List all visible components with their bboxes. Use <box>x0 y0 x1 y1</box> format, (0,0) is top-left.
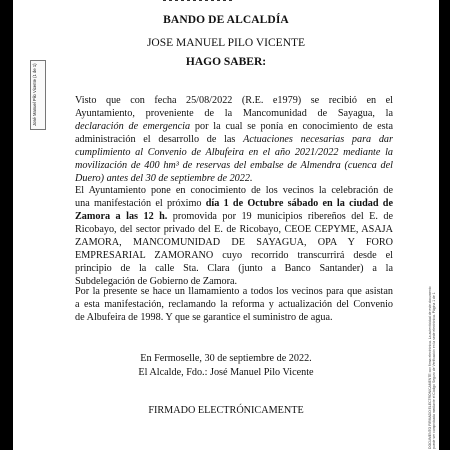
paragraph-line: una manifestación el próximo día 1 de Octubre sábado en la ciudad de <box>75 198 393 209</box>
paragraph-line: Visto que con fecha 25/08/2022 (R.E. e1979) se recibió en el <box>75 95 393 106</box>
paragraph-line: cumplimiento al Convenio de Albufeira en el año 2021/2022 mediante la <box>75 147 393 158</box>
paragraph-line: a esta manifestación, reclamando la reforma y actualización del Convenio <box>75 299 393 310</box>
paragraph-line: Ricobayo, del sector privado del E. de Ricobayo, CEOE CEPYME, ASAJA <box>75 224 393 235</box>
paragraph-line: movilización de 400 hm³ de reservas del embalse de Almendra (cuenca del <box>75 160 393 171</box>
top-cut-text <box>163 0 303 3</box>
paragraph-demonstration <box>75 184 393 288</box>
signature-stamp-text: José Manuel Pilo Vicente (1 de 1) <box>32 63 37 126</box>
document-page <box>13 0 439 450</box>
paragraph-line: Por la presente se hace un llamamiento a todos los vecinos para que asistan <box>75 286 393 297</box>
verification-margin-text: DOCUMENTO FIRMADO ELECTRÓNICAMENTE con firma electrónica. La autenticidad de este documento puede ser comprobada mediante el Código Seguro de Verificación en la sede electrónica. Página 1 de 1 <box>428 286 436 449</box>
paragraph-line: Duero) antes del 30 de septiembre de 2022. <box>75 173 253 184</box>
paragraph-line: principio de la calle Sta. Clara (junto a Banco Santander) a la <box>75 263 393 274</box>
paragraph-line: ZAMORA, MANCOMUNIDAD DE SAYAGUA, OPA Y FORO <box>75 237 393 248</box>
paragraph-line: Ayuntamiento, proveniente de la Mancomunidad de Sayagua, la <box>75 108 393 119</box>
mayor-name: JOSE MANUEL PILO VICENTE <box>146 37 306 49</box>
electronic-signature-notice: FIRMADO ELECTRÓNICAMENTE <box>148 405 304 416</box>
paragraph-emergency <box>75 94 393 185</box>
paragraph-line: administración el desarrollo de las Actuaciones necesarias para dar <box>75 134 393 145</box>
signature-line: El Alcalde, Fdo.: José Manuel Pilo Vicente <box>138 367 314 378</box>
paragraph-line: El Ayuntamiento pone en conocimiento de los vecinos la celebración de <box>75 185 393 196</box>
document-title: BANDO DE ALCALDÍA <box>163 14 289 26</box>
paragraph-line: declaración de emergencia por la cual se ponía en conocimiento de esta <box>75 121 393 132</box>
paragraph-line: de Albufeira de 1998. Y que se garantice el suministro de agua. <box>75 312 333 323</box>
paragraph-call-to-action <box>75 285 393 324</box>
paragraph-line: Zamora a las 12 h. promovida por 19 municipios ribereños del E. de <box>75 211 394 222</box>
place-date: En Fermoselle, 30 de septiembre de 2022. <box>140 353 312 364</box>
document-subtitle: HAGO SABER: <box>185 56 267 68</box>
paragraph-line: Subdelegación de Gobierno de Zamora. <box>75 276 238 287</box>
paragraph-line: EMPRESARIAL ZAMORANO cuyo recorrido transcurrirá desde el <box>75 250 393 261</box>
